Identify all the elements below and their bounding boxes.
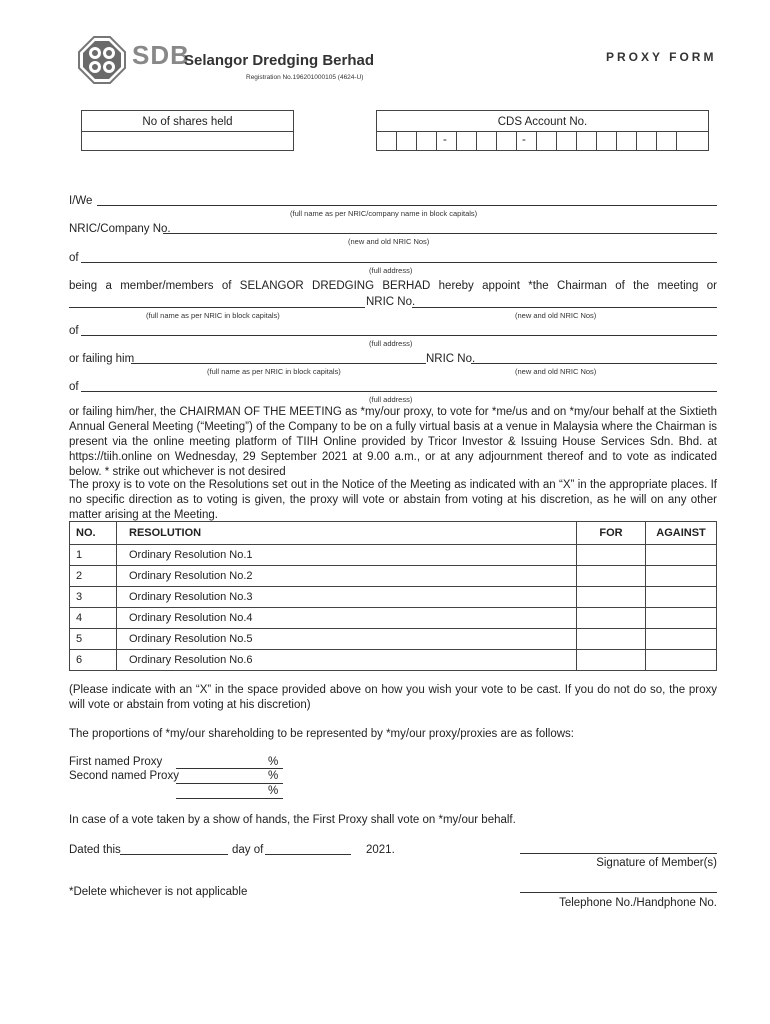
dated-month-field[interactable] xyxy=(265,854,351,855)
table-row xyxy=(70,566,717,587)
table-row xyxy=(70,587,717,608)
delete-note: *Delete whichever is not applicable xyxy=(69,886,248,898)
address-hint-1: (full address) xyxy=(369,266,413,275)
cds-label: CDS Account No. xyxy=(497,116,588,128)
chairman-paragraph: or failing him/her, the CHAIRMAN OF THE MEETING as *my/our proxy, to vote for *me/us and on *my/our behalf at the Sixtieth Annual General Meeting (“Meeting”) of the Company to be on a fully virtual basis at a venue in Malaysia where the Chairman is present via the online meeting platform of TIIH Online provided by Tricor Investor & Issuing House Services Sdn. Bhd. at https://tiih.online on Wednesday, 29 September 2021 at 9.00 a.m., or at any adjournment thereof and to vote as indicated below. * strike out whichever is not desired xyxy=(69,406,717,478)
being-member-text: being a member/members of SELANGOR DREDGING BERHAD hereby appoint *the Chairman of the meeting or xyxy=(69,280,717,292)
company-logo xyxy=(78,36,126,84)
row-no: 6 xyxy=(70,650,117,671)
vote-for-cell[interactable] xyxy=(577,608,646,629)
indicate-paragraph: (Please indicate with an “X” in the space provided above on how you wish your vote to be cast. If you do not do so, the proxy will vote or abstain from voting at his discretion) xyxy=(69,684,717,711)
row-no: 5 xyxy=(70,629,117,650)
row-no: 2 xyxy=(70,566,117,587)
row-resolution: Ordinary Resolution No.2 xyxy=(117,566,577,587)
nric-company-label: NRIC/Company No. xyxy=(69,223,171,235)
row-resolution: Ordinary Resolution No.6 xyxy=(117,650,577,671)
new-old-hint-2: (new and old NRIC Nos) xyxy=(515,367,597,376)
form-title: PROXY FORM xyxy=(606,50,717,64)
fullname-hint-2: (full name as per NRIC in block capitals) xyxy=(207,367,341,376)
iwe-field[interactable] xyxy=(97,205,717,206)
first-proxy-label: First named Proxy xyxy=(69,756,163,768)
vote-against-cell[interactable] xyxy=(646,587,717,608)
vote-for-cell[interactable] xyxy=(577,650,646,671)
vote-paragraph: The proxy is to vote on the Resolutions set out in the Notice of the Meeting as indicated with an “X” in the appropriate places. If no specific direction as to voting is given, the proxy will vote or abstain from voting at his discretion, as he will on any other matter arising at the Meeting. xyxy=(69,479,717,521)
table-row xyxy=(70,629,717,650)
table-row xyxy=(70,650,717,671)
header-no: NO. xyxy=(70,522,117,545)
cds-dash-2: - xyxy=(522,134,526,146)
dated-label: Dated this xyxy=(69,844,121,856)
show-hands-text: In case of a vote taken by a show of hands, the First Proxy shall vote on *my/our behalf. xyxy=(69,814,516,826)
cds-account-box[interactable] xyxy=(376,110,709,151)
of-label-3: of xyxy=(69,381,79,393)
percent-3: % xyxy=(268,785,279,797)
proxy2-name-field[interactable] xyxy=(131,363,426,364)
row-no: 1 xyxy=(70,545,117,566)
proportions-text: The proportions of *my/our shareholding to be represented by *my/our proxy/proxies are as follows: xyxy=(69,728,574,740)
nric-company-hint: (new and old NRIC Nos) xyxy=(348,237,430,246)
row-resolution: Ordinary Resolution No.3 xyxy=(117,587,577,608)
vote-for-cell[interactable] xyxy=(577,587,646,608)
header-resolution: RESOLUTION xyxy=(117,522,577,545)
address-field-3[interactable] xyxy=(81,391,717,392)
table-row xyxy=(70,545,717,566)
second-proxy-field[interactable] xyxy=(176,783,283,784)
vote-for-cell[interactable] xyxy=(577,545,646,566)
signature-field[interactable] xyxy=(520,853,717,854)
header-for: FOR xyxy=(577,522,646,545)
vote-against-cell[interactable] xyxy=(646,608,717,629)
total-proxy-field[interactable] xyxy=(176,798,283,799)
iwe-label: I/We xyxy=(69,195,93,207)
proxy1-name-field[interactable] xyxy=(69,307,365,308)
shares-label: No of shares held xyxy=(142,116,233,128)
proxy1-nric-field[interactable] xyxy=(412,307,717,308)
vote-against-cell[interactable] xyxy=(646,629,717,650)
telephone-label: Telephone No./Handphone No. xyxy=(559,897,717,909)
table-header-row xyxy=(70,522,717,545)
row-no: 3 xyxy=(70,587,117,608)
registration-number: Registration No.196201000105 (4624-U) xyxy=(246,74,364,81)
proxy2-nric-field[interactable] xyxy=(471,363,717,364)
iwe-hint: (full name as per NRIC/company name in block capitals) xyxy=(290,209,478,218)
cds-dash-1: - xyxy=(443,134,447,146)
address-field-2[interactable] xyxy=(81,335,717,336)
nric-company-field[interactable] xyxy=(163,233,717,234)
day-of-label: day of xyxy=(232,844,264,856)
nric-no-label-1: NRIC No. xyxy=(366,296,416,308)
address-hint-2: (full address) xyxy=(369,339,413,348)
nric-no-label-2: NRIC No. xyxy=(426,353,476,365)
of-label-2: of xyxy=(69,325,79,337)
vote-for-cell[interactable] xyxy=(577,566,646,587)
row-resolution: Ordinary Resolution No.4 xyxy=(117,608,577,629)
year-label: 2021. xyxy=(366,844,395,856)
telephone-field[interactable] xyxy=(520,892,717,893)
address-hint-3: (full address) xyxy=(369,395,413,404)
new-old-hint-1: (new and old NRIC Nos) xyxy=(515,311,597,320)
first-proxy-field[interactable] xyxy=(176,768,283,769)
percent-1: % xyxy=(268,756,279,768)
table-row xyxy=(70,608,717,629)
vote-against-cell[interactable] xyxy=(646,566,717,587)
shares-box[interactable] xyxy=(81,110,294,151)
dated-day-field[interactable] xyxy=(120,854,228,855)
vote-for-cell[interactable] xyxy=(577,629,646,650)
resolution-table xyxy=(69,521,717,671)
address-field-1[interactable] xyxy=(81,262,717,263)
failing-him-label: or failing him xyxy=(69,353,135,365)
company-name: Selangor Dredging Berhad xyxy=(184,52,375,69)
vote-against-cell[interactable] xyxy=(646,650,717,671)
row-resolution: Ordinary Resolution No.1 xyxy=(117,545,577,566)
logo-emblem-icon xyxy=(78,36,126,84)
fullname-hint-1: (full name as per NRIC in block capitals) xyxy=(146,311,280,320)
row-resolution: Ordinary Resolution No.5 xyxy=(117,629,577,650)
vote-against-cell[interactable] xyxy=(646,545,717,566)
second-proxy-label: Second named Proxy xyxy=(69,770,179,782)
percent-2: % xyxy=(268,770,279,782)
of-label-1: of xyxy=(69,252,79,264)
row-no: 4 xyxy=(70,608,117,629)
header-against: AGAINST xyxy=(646,522,717,545)
signature-label: Signature of Member(s) xyxy=(596,857,717,869)
logo-abbr: SDB xyxy=(132,40,190,70)
